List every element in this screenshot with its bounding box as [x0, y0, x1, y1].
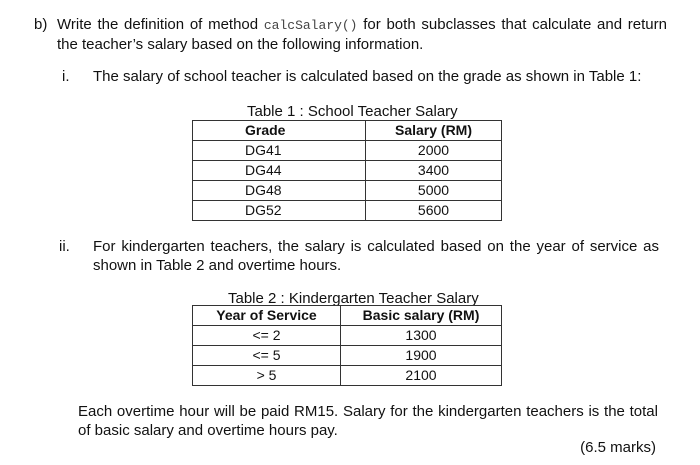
table-cell: 2000: [366, 141, 502, 161]
table2: [192, 305, 502, 386]
table-header: Grade: [193, 121, 366, 141]
question-text: [57, 15, 667, 54]
table-row: [193, 141, 502, 161]
table-cell: 2100: [341, 366, 502, 386]
table-cell: DG44: [193, 161, 366, 181]
table-header-row: [193, 121, 502, 141]
table-row: [193, 181, 502, 201]
table2-caption: Table 2 : Kindergarten Teacher Salary: [228, 290, 479, 307]
overtime-note: Each overtime hour will be paid RM15. Salary for the kindergarten teachers is the total of basic salary and overtime hours pay.: [78, 403, 658, 439]
table-header: Year of Service: [193, 306, 341, 326]
table1: [192, 120, 502, 221]
table-cell: 3400: [366, 161, 502, 181]
table-row: [193, 326, 502, 346]
table-row: [193, 366, 502, 386]
table-cell: <= 2: [193, 326, 341, 346]
table-cell: <= 5: [193, 346, 341, 366]
table-cell: DG48: [193, 181, 366, 201]
method-name: calcSalary(): [263, 18, 358, 33]
question-label: b): [34, 16, 48, 33]
part-i-label: i.: [62, 68, 70, 85]
table-header: Basic salary (RM): [341, 306, 502, 326]
table-header: Salary (RM): [366, 121, 502, 141]
question-text-after: for both subclasses that calculate and return the teacher’s salary based on the following information.: [57, 16, 667, 53]
part-i-text: The salary of school teacher is calculated based on the grade as shown in Table 1:: [93, 68, 642, 85]
table-cell: 1300: [341, 326, 502, 346]
part-ii-text: For kindergarten teachers, the salary is calculated based on the year of service as shown in Table 2 and overtime hours.: [93, 238, 659, 274]
table-cell: 5600: [366, 201, 502, 221]
table-row: [193, 201, 502, 221]
part-ii-label: ii.: [59, 238, 70, 255]
table-row: [193, 346, 502, 366]
table-row: [193, 161, 502, 181]
marks-label: (6.5 marks): [580, 439, 656, 456]
table-cell: DG52: [193, 201, 366, 221]
table-cell: > 5: [193, 366, 341, 386]
table-cell: DG41: [193, 141, 366, 161]
table1-caption: Table 1 : School Teacher Salary: [247, 103, 458, 120]
table-cell: 5000: [366, 181, 502, 201]
question-text-before: Write the definition of method: [57, 16, 264, 33]
table-header-row: [193, 306, 502, 326]
table-cell: 1900: [341, 346, 502, 366]
